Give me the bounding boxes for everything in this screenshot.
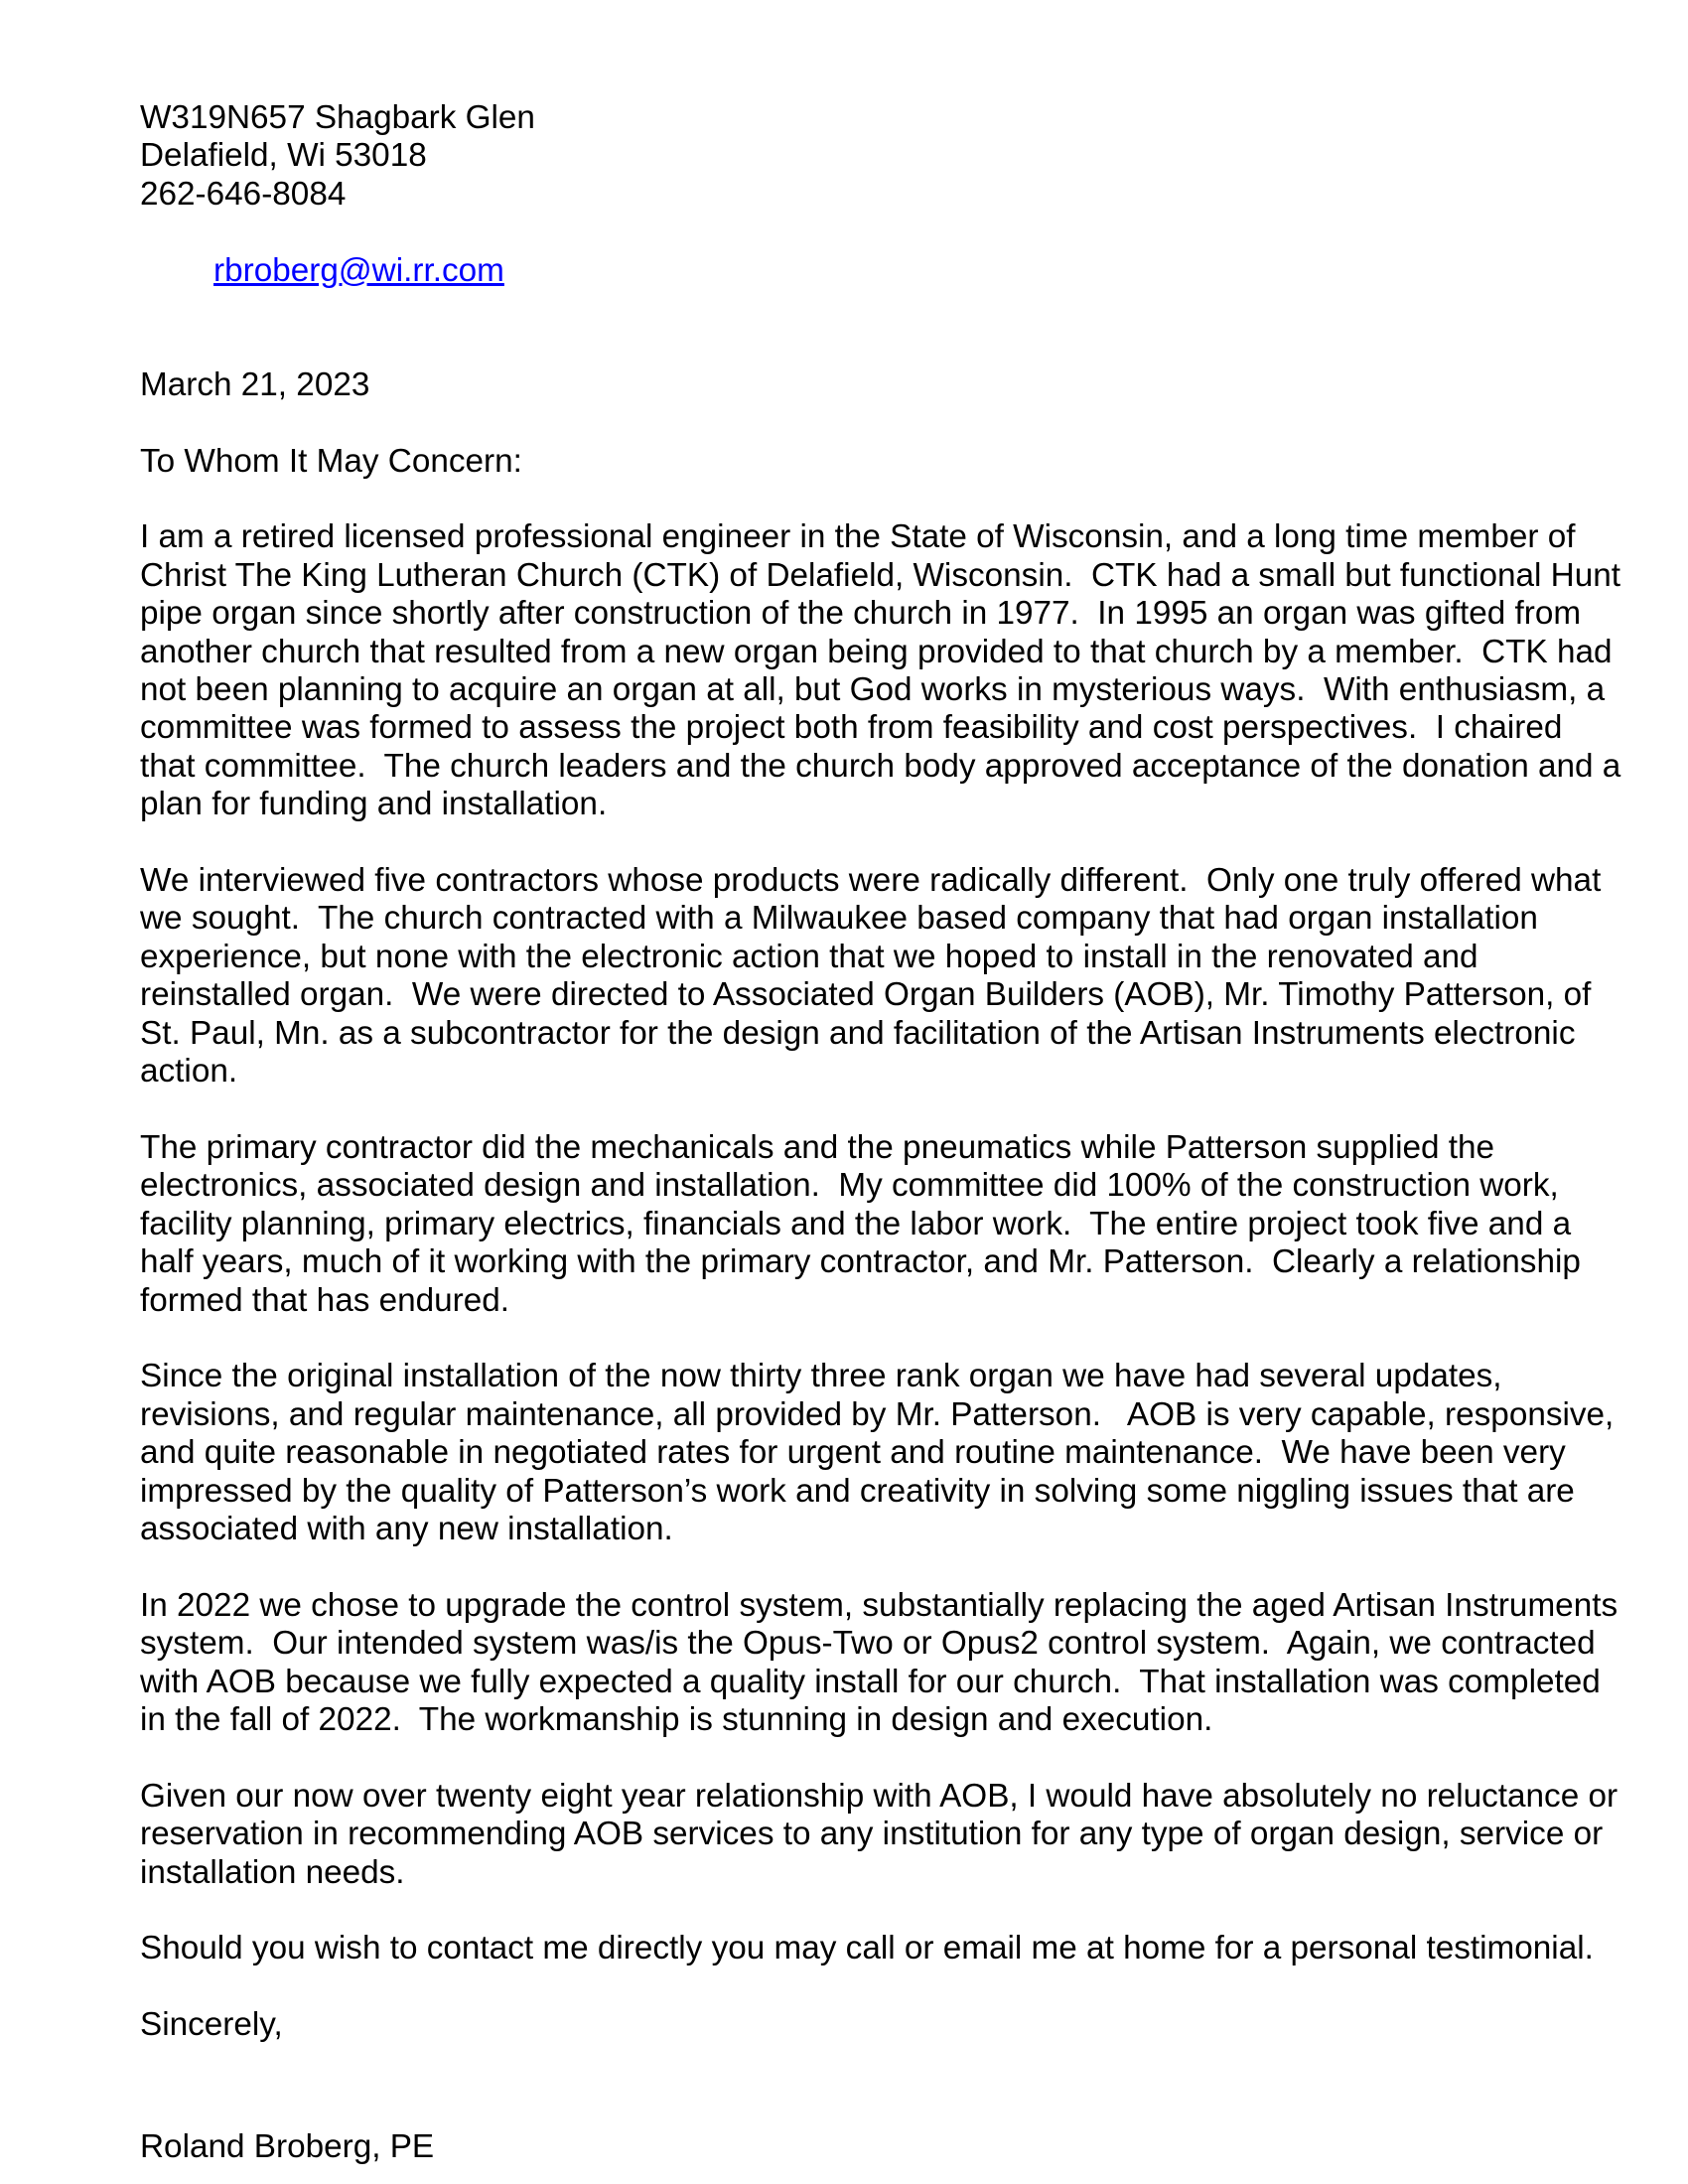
sender-phone: 262-646-8084 [140, 175, 347, 213]
letter-content [140, 99, 1630, 2166]
sender-address-city: Delafield, Wi 53018 [140, 137, 427, 175]
sender-address-street: W319N657 Shagbark Glen [140, 99, 535, 136]
body-paragraph-5: In 2022 we chose to upgrade the control system, substantially replacing the aged Artisan Instruments system. Our intended system was/is the Opus-Two or Opus2 control system. Again, we contracted with AOB because we fully expected a quality install for our church. That installation was completed in the fall of 2022. The workmanship is stunning in design and execution. [140, 1586, 1627, 1738]
signature-name: Roland Broberg, PE [140, 2127, 435, 2165]
letter-date: March 21, 2023 [140, 365, 370, 403]
sender-address-block [140, 99, 1624, 328]
salutation: To Whom It May Concern: [140, 442, 522, 480]
closing: Sincerely, [140, 2006, 283, 2044]
body-paragraph-6: Given our now over twenty eight year relationship with AOB, I would have absolutely no reluctance or reservation in recommending AOB services to any institution for any type of organ design, service or installation needs. [140, 1777, 1627, 1891]
body-paragraph-2: We interviewed five contractors whose products were radically different. Only one truly offered what we sought. The church contracted with a Milwaukee based company that had organ installation experience, but none with the electronic action that we hoped to install in the renovated and reinstalled organ. We were directed to Associated Organ Builders (AOB), Mr. Timothy Patterson, of St. Paul, Mn. as a subcontractor for the design and facilitation of the Artisan Instruments electronic action. [140, 862, 1611, 1091]
body-paragraph-7: Should you wish to contact me directly you may call or email me at home for a personal testimonial. [140, 1930, 1594, 1967]
body-paragraph-4: Since the original installation of the now thirty three rank organ we have had several updates, revisions, and regular maintenance, all provided by Mr. Patterson. AOB is very capable, responsive, and quite reasonable in negotiated rates for urgent and routine maintenance. We have been very impressed by the quality of Patterson’s work and creativity in solving some niggling issues that are associated with any new installation. [140, 1358, 1623, 1547]
body-paragraph-1: I am a retired licensed professional engineer in the State of Wisconsin, and a long time member of Christ The King Lutheran Church (CTK) of Delafield, Wisconsin. CTK had a small but functional Hunt pipe organ since shortly after construction of the church in 1977. In 1995 an organ was gifted from another church that resulted from a new organ being provided to that church by a member. CTK had not been planning to acquire an organ at all, but God works in mysterious ways. With enthusiasm, a committee was formed to assess the project both from feasibility and cost perspectives. I chaired that committee. The church leaders and the church body approved acceptance of the donation and a plan for funding and installation. [140, 518, 1630, 823]
sender-email-link[interactable]: rbroberg@wi.rr.com [213, 251, 504, 289]
body-paragraph-3: The primary contractor did the mechanicals and the pneumatics while Patterson supplied the electronics, associated design and installation. My committee did 100% of the construction work, facility planning, primary electrics, financials and the labor work. The entire project took five and a half years, much of it working with the primary contractor, and Mr. Patterson. Clearly a relationship formed that has endured. [140, 1128, 1591, 1319]
